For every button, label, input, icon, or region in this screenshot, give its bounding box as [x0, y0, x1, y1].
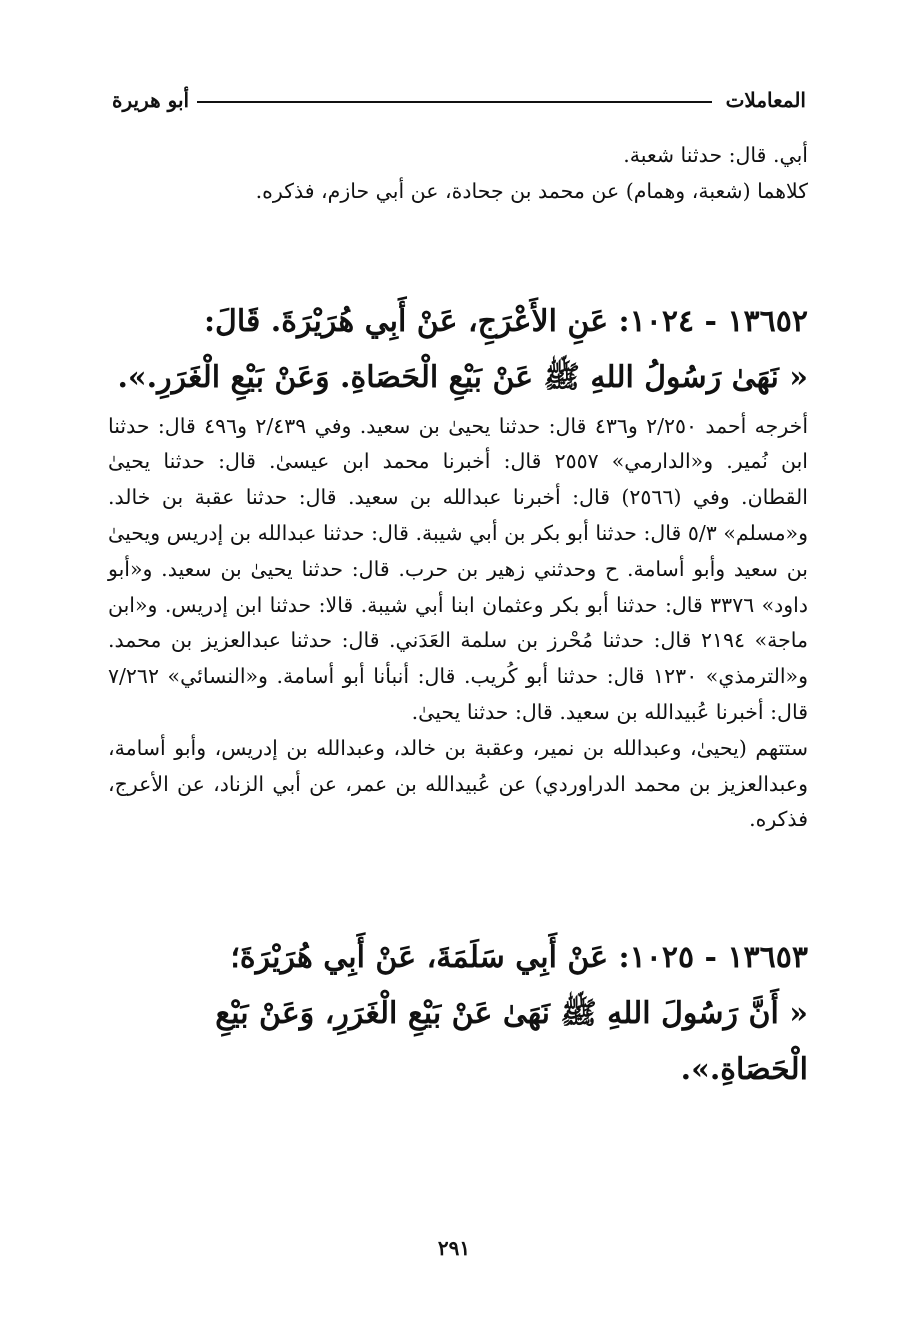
- takhrij-13652-paragraph-1: أخرجه أحمد ٢/٢٥٠ و٤٣٦ قال: حدثنا يحيىٰ بن سعيد. وفي ٢/٤٣٩ و٤٩٦ قال: حدثنا ابن نُمير. و«الدارمي» ٢٥٥٧ قال: أخبرنا محمد ابن عيسىٰ. قال: حدثنا يحيىٰ القطان. وفي (٢٥٦٦) قال: أخبرنا عبدالله بن سعيد. قال: حدثنا عقبة بن خالد. و«مسلم» ٥/٣ قال: حدثنا أبو بكر بن أبي شيبة. قال: حدثنا عبدالله بن إدريس ويحيىٰ بن سعيد وأبو أسامة. ح وحدثني زهير بن حرب. قال: حدثنا يحيىٰ بن سعيد. و«أبو داود» ٣٣٧٦ قال: حدثنا أبو بكر وعثمان ابنا أبي شيبة. قالا: حدثنا ابن إدريس. و«ابن ماجة» ٢١٩٤ قال: حدثنا مُحْرز بن سلمة العَدَني. قال: حدثنا عبدالعزيز بن محمد. و«الترمذي» ١٢٣٠ قال: حدثنا أبو كُريب. قال: أنبأنا أبو أسامة. و«النسائي» ٧/٢٦٢ قال: أخبرنا عُبيدالله بن سعيد. قال: حدثنا يحيىٰ.: [108, 413, 809, 724]
- hadith-13653-line-3: الْحَصَاةِ.».: [680, 1052, 808, 1088]
- header-rule: [197, 101, 712, 103]
- page-number: ٢٩١: [437, 1236, 471, 1260]
- intro-line-2: كلاهما (شعبة، وهمام) عن محمد بن جحادة، عن أبي حازم، فذكره.: [255, 178, 808, 203]
- narrator-title: أبو هريرة: [112, 88, 190, 112]
- page-content: [108, 138, 808, 1098]
- hadith-13652: [108, 294, 808, 406]
- hadith-13653-line-1: ١٣٦٥٣ - ١٠٢٥: عَنْ أَبِي سَلَمَةَ، عَنْ أَبِي هُرَيْرَةَ؛: [230, 940, 808, 976]
- section-title: المعاملات: [725, 88, 806, 112]
- intro-line-1: أبي. قال: حدثنا شعبة.: [623, 143, 808, 167]
- hadith-13652-line-1: ١٣٦٥٢ - ١٠٢٤: عَنِ الأَعْرَجِ، عَنْ أَبِي هُرَيْرَةَ. قَالَ:: [203, 303, 808, 339]
- takhrij-13652-paragraph-2: ستتهم (يحيىٰ، وعبدالله بن نمير، وعقبة بن خالد، وعبدالله بن إدريس، وأبو أسامة، وعبدالعزيز بن محمد الدراوردي) عن عُبيدالله بن عمر، عن أبي الزناد، عن الأعرج، فذكره.: [108, 735, 808, 832]
- page-header: [112, 88, 806, 116]
- hadith-13653: [108, 930, 808, 1098]
- intro-block: [108, 138, 808, 210]
- hadith-13652-line-2: « نَهَىٰ رَسُولُ اللهِ ﷺ عَنْ بَيْعِ الْحَصَاةِ. وَعَنْ بَيْعِ الْغَرَرِ.».: [117, 359, 808, 395]
- hadith-13653-line-2: « أَنَّ رَسُولَ اللهِ ﷺ نَهَىٰ عَنْ بَيْعِ الْغَرَرِ، وَعَنْ بَيْعِ: [215, 996, 808, 1032]
